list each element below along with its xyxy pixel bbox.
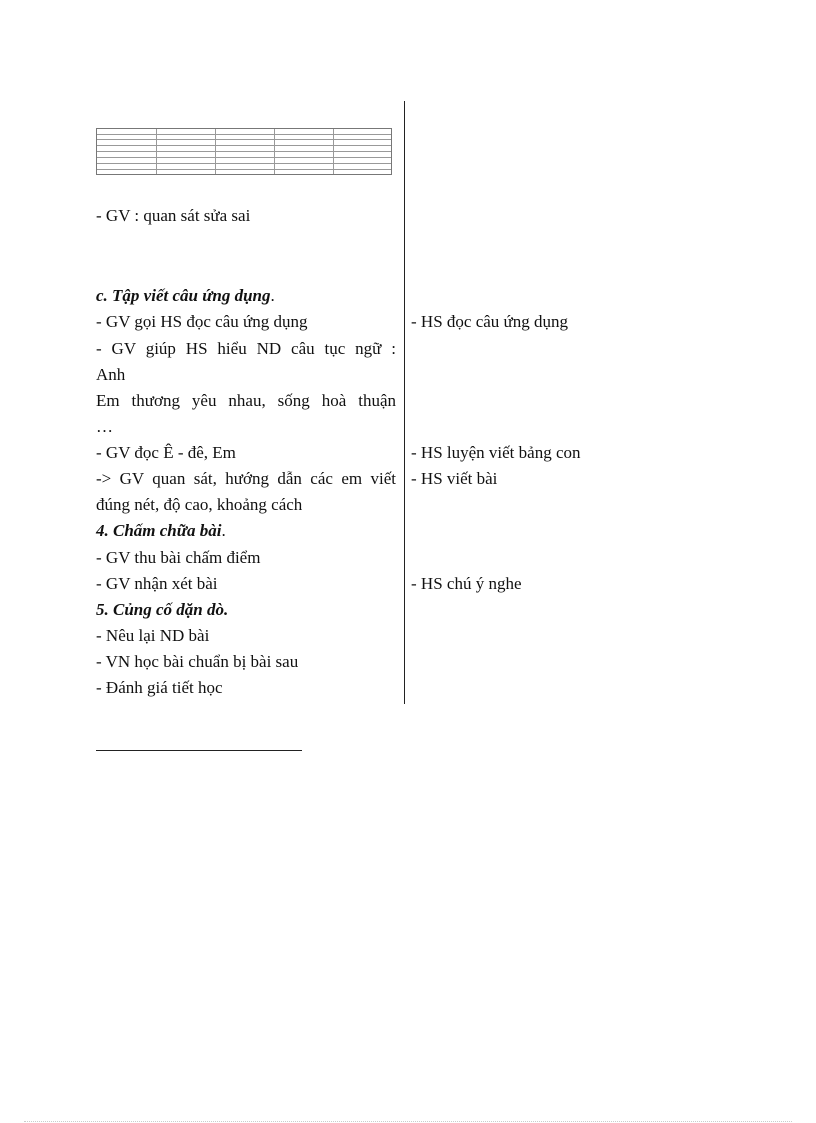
gv-help-line-1: - GV giúp HS hiểu ND câu tục ngữ : [96, 339, 396, 358]
section-4-period: . [221, 521, 226, 540]
handwriting-grid [96, 128, 392, 175]
footer-rule [96, 750, 302, 751]
hs-practice-line: - HS luyện viết bảng con [411, 443, 581, 462]
assess-line: - Đánh giá tiết học [96, 678, 223, 697]
gv-guide-line-1: -> GV quan sát, hướng dẫn các em viết [96, 469, 396, 488]
column-divider [404, 101, 405, 704]
section-4-heading [96, 520, 396, 542]
gv-help-line-2: Anh [96, 365, 126, 384]
section-c-title: c. Tập viết câu ứng dụng [96, 286, 271, 305]
gv-read-line: - GV đọc Ê - đê, Em [96, 443, 236, 462]
gv-collect-line: - GV thu bài chấm điểm [96, 548, 261, 567]
gv-observe-line: - GV : quan sát sửa sai [96, 206, 251, 225]
section-5-title: 5. Củng cố dặn dò. [96, 600, 229, 619]
gv-help-line-4: … [96, 417, 113, 436]
gv-call-line: - GV gọi HS đọc câu ứng dụng [96, 312, 308, 331]
gv-comment-line: - GV nhận xét bài [96, 574, 218, 593]
section-4-title: 4. Chấm chữa bài [96, 521, 222, 540]
gv-guide-line-2: đúng nét, độ cao, khoảng cách [96, 495, 303, 514]
hs-write-line: - HS viết bài [411, 469, 498, 488]
section-c-period: . [270, 286, 275, 305]
homework-line: - VN học bài chuẩn bị bài sau [96, 652, 299, 671]
review-line: - Nêu lại ND bài [96, 626, 210, 645]
hs-listen-line: - HS chú ý nghe [411, 574, 522, 593]
page-bottom-border [24, 1121, 792, 1122]
hs-read-line: - HS đọc câu ứng dụng [411, 312, 568, 331]
section-c-heading [96, 285, 396, 307]
gv-help-line-3: Em thương yêu nhau, sống hoà thuận [96, 391, 396, 410]
